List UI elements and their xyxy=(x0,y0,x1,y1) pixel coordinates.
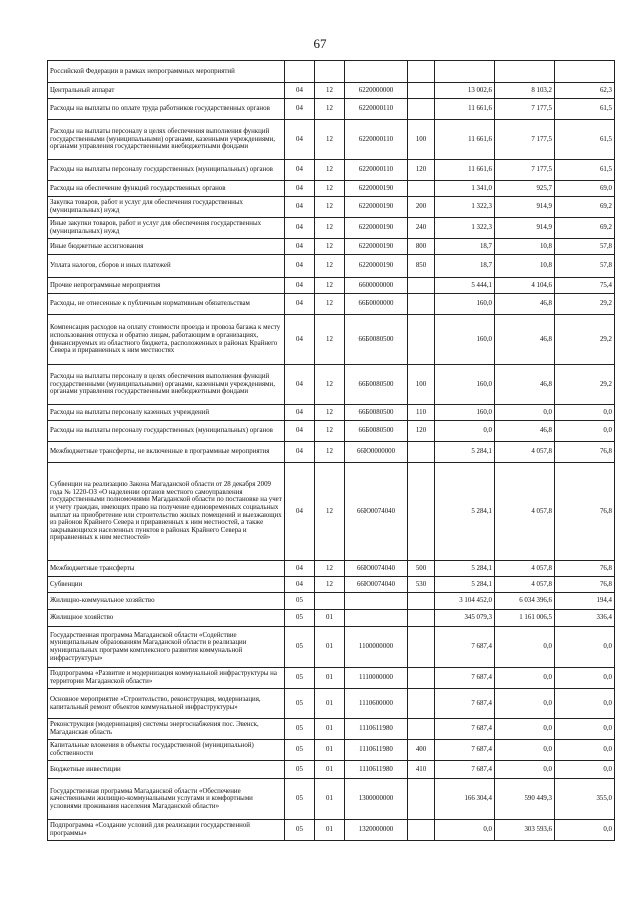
budget-table-body xyxy=(48,61,615,841)
execution-percent-cell xyxy=(555,61,615,83)
expense-name-cell: Жилищное хозяйство xyxy=(48,610,285,627)
section-code-cell xyxy=(285,61,315,83)
section-code-cell: 05 xyxy=(285,820,315,841)
expense-type-cell xyxy=(408,294,435,315)
execution-percent-cell: 69,2 xyxy=(555,197,615,218)
subsection-code-cell: 01 xyxy=(315,820,345,841)
subsection-code-cell: 12 xyxy=(315,255,345,278)
executed-amount-cell: 0,0 xyxy=(495,761,555,779)
target-article-cell: 6220000190 xyxy=(345,255,408,278)
expense-name-cell: Прочие непрограммные мероприятия xyxy=(48,278,285,294)
expense-type-cell xyxy=(408,593,435,610)
executed-amount-cell: 0,0 xyxy=(495,627,555,668)
executed-amount-cell: 4 057,8 xyxy=(495,463,555,561)
executed-amount-cell: 0,0 xyxy=(495,740,555,761)
subsection-code-cell: 12 xyxy=(315,463,345,561)
expense-name-cell: Субвенции xyxy=(48,577,285,593)
execution-percent-cell: 0,0 xyxy=(555,761,615,779)
expense-name-cell: Компенсация расходов на оплату стоимости проезда и провоза багажа к месту использования отпуска и обратно лицам, работающим в организациях, финансируемых из областного бюджета, расположенных в районах Крайнего Севера и приравненных к ним местностях xyxy=(48,315,285,365)
target-article-cell xyxy=(345,61,408,83)
target-article-cell: 66Б0000000 xyxy=(345,294,408,315)
expense-type-cell xyxy=(408,83,435,99)
expense-name-cell: Закупка товаров, работ и услуг для обеспечения государственных (муниципальных) нужд xyxy=(48,197,285,218)
expense-type-cell: 530 xyxy=(408,577,435,593)
table-row xyxy=(48,197,615,218)
target-article-cell: 1110611980 xyxy=(345,761,408,779)
expense-name-cell: Иные закупки товаров, работ и услуг для обеспечения государственных (муниципальных) нужд xyxy=(48,218,285,239)
target-article-cell: 1110600000 xyxy=(345,689,408,719)
executed-amount-cell: 7 177,5 xyxy=(495,160,555,181)
section-code-cell: 04 xyxy=(285,120,315,160)
subsection-code-cell xyxy=(315,61,345,83)
executed-amount-cell: 8 103,2 xyxy=(495,83,555,99)
subsection-code-cell: 01 xyxy=(315,779,345,820)
section-code-cell: 05 xyxy=(285,761,315,779)
expense-name-cell: Государственная программа Магаданской области «Содействие муниципальным образованиям Магаданской области в реализации муниципальных программ комплексного развития коммунальной инфраструктуры» xyxy=(48,627,285,668)
planned-amount-cell: 7 687,4 xyxy=(435,761,495,779)
table-row xyxy=(48,561,615,577)
expense-name-cell: Расходы на выплаты персоналу казенных учреждений xyxy=(48,405,285,421)
execution-percent-cell: 69,0 xyxy=(555,181,615,197)
executed-amount-cell: 303 593,6 xyxy=(495,820,555,841)
section-code-cell: 04 xyxy=(285,218,315,239)
expense-type-cell xyxy=(408,627,435,668)
expense-type-cell xyxy=(408,820,435,841)
table-row xyxy=(48,442,615,463)
table-row xyxy=(48,181,615,197)
expense-name-cell: Иные бюджетные ассигнования xyxy=(48,239,285,255)
table-row xyxy=(48,278,615,294)
execution-percent-cell: 76,8 xyxy=(555,442,615,463)
executed-amount-cell: 46,8 xyxy=(495,421,555,442)
subsection-code-cell: 12 xyxy=(315,405,345,421)
section-code-cell: 04 xyxy=(285,239,315,255)
expense-name-cell: Расходы на выплаты по оплате труда работников государственных органов xyxy=(48,99,285,120)
table-row xyxy=(48,719,615,740)
planned-amount-cell: 11 661,6 xyxy=(435,160,495,181)
expense-type-cell xyxy=(408,689,435,719)
execution-percent-cell: 61,5 xyxy=(555,99,615,120)
expense-type-cell: 800 xyxy=(408,239,435,255)
executed-amount-cell: 7 177,5 xyxy=(495,99,555,120)
subsection-code-cell: 12 xyxy=(315,294,345,315)
expense-type-cell: 240 xyxy=(408,218,435,239)
table-row xyxy=(48,577,615,593)
planned-amount-cell: 5 284,1 xyxy=(435,561,495,577)
target-article-cell: 1100000000 xyxy=(345,627,408,668)
executed-amount-cell: 590 449,3 xyxy=(495,779,555,820)
expense-name-cell: Расходы на выплаты персоналу в целях обеспечения выполнения функций государственными (муниципальными) органами, казенными учреждениями, органами управления государственными внебюджетными фондами xyxy=(48,120,285,160)
expense-name-cell: Подпрограмма «Развитие и модернизация коммунальной инфраструктуры на территории Магаданской области» xyxy=(48,668,285,689)
planned-amount-cell: 160,0 xyxy=(435,405,495,421)
expense-name-cell: Субвенции на реализацию Закона Магаданской области от 28 декабря 2009 года № 1220-ОЗ «О наделении органов местного самоуправления государственными полномочиями Магаданской области по постановке на учет и учету граждан, имеющих право на получение единовременных социальных выплат на приобретение или строительство жилых помещений и выезжающих из районов Крайнего Севера и приравненных к ним местностей, а также закрывающихся населенных пунктов в районах Крайнего Севера и приравненных к ним местностей» xyxy=(48,463,285,561)
section-code-cell: 04 xyxy=(285,577,315,593)
subsection-code-cell: 12 xyxy=(315,577,345,593)
table-row xyxy=(48,61,615,83)
target-article-cell: 66Б0080500 xyxy=(345,421,408,442)
subsection-code-cell: 12 xyxy=(315,83,345,99)
planned-amount-cell: 5 284,1 xyxy=(435,442,495,463)
target-article-cell: 6220000190 xyxy=(345,218,408,239)
execution-percent-cell: 0,0 xyxy=(555,820,615,841)
expense-type-cell xyxy=(408,442,435,463)
table-row xyxy=(48,779,615,820)
section-code-cell: 05 xyxy=(285,740,315,761)
execution-percent-cell: 69,2 xyxy=(555,218,615,239)
table-row xyxy=(48,740,615,761)
executed-amount-cell: 46,8 xyxy=(495,315,555,365)
target-article-cell: 66Ю0074040 xyxy=(345,561,408,577)
subsection-code-cell: 12 xyxy=(315,197,345,218)
table-row xyxy=(48,99,615,120)
table-row xyxy=(48,365,615,405)
table-row xyxy=(48,120,615,160)
planned-amount-cell xyxy=(435,61,495,83)
section-code-cell: 05 xyxy=(285,719,315,740)
planned-amount-cell: 160,0 xyxy=(435,315,495,365)
executed-amount-cell: 0,0 xyxy=(495,668,555,689)
expense-name-cell: Государственная программа Магаданской области «Обеспечение качественными жилищно-коммунальными услугами и комфортными условиями проживания населения Магаданской области» xyxy=(48,779,285,820)
subsection-code-cell: 01 xyxy=(315,761,345,779)
expense-name-cell: Межбюджетные трансферты, не включенные в программные мероприятия xyxy=(48,442,285,463)
subsection-code-cell: 12 xyxy=(315,239,345,255)
planned-amount-cell: 11 661,6 xyxy=(435,99,495,120)
table-row xyxy=(48,761,615,779)
target-article-cell: 1300000000 xyxy=(345,779,408,820)
expense-name-cell: Расходы, не отнесенные к публичным нормативным обязательствам xyxy=(48,294,285,315)
execution-percent-cell: 336,4 xyxy=(555,610,615,627)
expense-type-cell: 110 xyxy=(408,405,435,421)
planned-amount-cell: 13 002,6 xyxy=(435,83,495,99)
section-code-cell: 04 xyxy=(285,99,315,120)
section-code-cell: 04 xyxy=(285,405,315,421)
expense-type-cell: 120 xyxy=(408,421,435,442)
target-article-cell: 6600000000 xyxy=(345,278,408,294)
expense-type-cell: 120 xyxy=(408,160,435,181)
expense-type-cell: 100 xyxy=(408,120,435,160)
executed-amount-cell: 1 161 006,5 xyxy=(495,610,555,627)
execution-percent-cell: 0,0 xyxy=(555,740,615,761)
planned-amount-cell: 11 661,6 xyxy=(435,120,495,160)
table-row xyxy=(48,820,615,841)
expense-name-cell: Расходы на выплаты персоналу в целях обеспечения выполнения функций государственными (муниципальными) органами, казенными учреждениями, органами управления государственными внебюджетными фондами xyxy=(48,365,285,405)
expense-name-cell: Российской Федерации в рамках непрограммных мероприятий xyxy=(48,61,285,83)
target-article-cell: 1320000000 xyxy=(345,820,408,841)
target-article-cell: 6220000110 xyxy=(345,120,408,160)
table-row xyxy=(48,83,615,99)
table-row xyxy=(48,627,615,668)
execution-percent-cell: 0,0 xyxy=(555,405,615,421)
execution-percent-cell: 61,5 xyxy=(555,160,615,181)
subsection-code-cell: 12 xyxy=(315,120,345,160)
section-code-cell: 04 xyxy=(285,83,315,99)
execution-percent-cell: 75,4 xyxy=(555,278,615,294)
expense-type-cell xyxy=(408,99,435,120)
executed-amount-cell: 0,0 xyxy=(495,689,555,719)
section-code-cell: 04 xyxy=(285,421,315,442)
target-article-cell: 66Ю0000000 xyxy=(345,442,408,463)
executed-amount-cell: 46,8 xyxy=(495,365,555,405)
executed-amount-cell: 10,8 xyxy=(495,255,555,278)
executed-amount-cell: 0,0 xyxy=(495,719,555,740)
subsection-code-cell: 12 xyxy=(315,181,345,197)
planned-amount-cell: 7 687,4 xyxy=(435,627,495,668)
executed-amount-cell: 4 104,6 xyxy=(495,278,555,294)
planned-amount-cell: 18,7 xyxy=(435,255,495,278)
subsection-code-cell: 12 xyxy=(315,99,345,120)
subsection-code-cell: 12 xyxy=(315,160,345,181)
target-article-cell: 1110000000 xyxy=(345,668,408,689)
section-code-cell: 04 xyxy=(285,442,315,463)
section-code-cell: 05 xyxy=(285,668,315,689)
target-article-cell: 1110611980 xyxy=(345,719,408,740)
section-code-cell: 05 xyxy=(285,610,315,627)
subsection-code-cell: 12 xyxy=(315,561,345,577)
subsection-code-cell: 12 xyxy=(315,218,345,239)
target-article-cell: 6220000190 xyxy=(345,197,408,218)
target-article-cell: 66Б0080500 xyxy=(345,315,408,365)
expense-name-cell: Уплата налогов, сборов и иных платежей xyxy=(48,255,285,278)
planned-amount-cell: 3 104 452,0 xyxy=(435,593,495,610)
execution-percent-cell: 29,2 xyxy=(555,365,615,405)
table-row xyxy=(48,160,615,181)
target-article-cell: 6220000110 xyxy=(345,99,408,120)
section-code-cell: 04 xyxy=(285,160,315,181)
expense-type-cell xyxy=(408,779,435,820)
planned-amount-cell: 7 687,4 xyxy=(435,740,495,761)
expense-name-cell: Подпрограмма «Создание условий для реализации государственной программы» xyxy=(48,820,285,841)
section-code-cell: 04 xyxy=(285,463,315,561)
subsection-code-cell: 01 xyxy=(315,668,345,689)
expense-name-cell: Капитальные вложения в объекты государственной (муниципальной) собственности xyxy=(48,740,285,761)
planned-amount-cell: 160,0 xyxy=(435,294,495,315)
execution-percent-cell: 355,0 xyxy=(555,779,615,820)
execution-percent-cell: 62,3 xyxy=(555,83,615,99)
executed-amount-cell xyxy=(495,61,555,83)
subsection-code-cell: 12 xyxy=(315,315,345,365)
subsection-code-cell: 12 xyxy=(315,278,345,294)
expense-type-cell: 100 xyxy=(408,365,435,405)
target-article-cell: 6220000110 xyxy=(345,160,408,181)
execution-percent-cell: 29,2 xyxy=(555,294,615,315)
planned-amount-cell: 160,0 xyxy=(435,365,495,405)
planned-amount-cell: 5 284,1 xyxy=(435,577,495,593)
planned-amount-cell: 1 341,0 xyxy=(435,181,495,197)
execution-percent-cell: 57,8 xyxy=(555,239,615,255)
table-row xyxy=(48,593,615,610)
expense-type-cell xyxy=(408,668,435,689)
section-code-cell: 05 xyxy=(285,593,315,610)
expense-name-cell: Реконструкция (модернизация) системы энергоснабжения пос. Эвенск, Магаданская область xyxy=(48,719,285,740)
subsection-code-cell: 01 xyxy=(315,740,345,761)
expense-name-cell: Жилищно-коммунальное хозяйство xyxy=(48,593,285,610)
subsection-code-cell: 01 xyxy=(315,610,345,627)
target-article-cell: 66Ю0074040 xyxy=(345,463,408,561)
subsection-code-cell: 01 xyxy=(315,689,345,719)
planned-amount-cell: 5 284,1 xyxy=(435,463,495,561)
subsection-code-cell xyxy=(315,593,345,610)
table-row xyxy=(48,421,615,442)
target-article-cell xyxy=(345,610,408,627)
execution-percent-cell: 0,0 xyxy=(555,627,615,668)
table-row xyxy=(48,463,615,561)
section-code-cell: 05 xyxy=(285,689,315,719)
expense-type-cell: 410 xyxy=(408,761,435,779)
executed-amount-cell: 914,9 xyxy=(495,218,555,239)
budget-table xyxy=(47,60,615,841)
table-row xyxy=(48,239,615,255)
execution-percent-cell: 194,4 xyxy=(555,593,615,610)
target-article-cell: 66Б0080500 xyxy=(345,405,408,421)
execution-percent-cell: 76,8 xyxy=(555,561,615,577)
table-row xyxy=(48,218,615,239)
planned-amount-cell: 7 687,4 xyxy=(435,668,495,689)
section-code-cell: 04 xyxy=(285,315,315,365)
executed-amount-cell: 4 057,8 xyxy=(495,561,555,577)
execution-percent-cell: 76,8 xyxy=(555,577,615,593)
expense-type-cell: 850 xyxy=(408,255,435,278)
expense-name-cell: Расходы на выплаты персоналу государственных (муниципальных) органов xyxy=(48,421,285,442)
subsection-code-cell: 12 xyxy=(315,421,345,442)
target-article-cell: 66Б0080500 xyxy=(345,365,408,405)
executed-amount-cell: 0,0 xyxy=(495,405,555,421)
planned-amount-cell: 7 687,4 xyxy=(435,719,495,740)
execution-percent-cell: 0,0 xyxy=(555,668,615,689)
expense-type-cell: 500 xyxy=(408,561,435,577)
section-code-cell: 04 xyxy=(285,365,315,405)
execution-percent-cell: 0,0 xyxy=(555,421,615,442)
target-article-cell: 1110611980 xyxy=(345,740,408,761)
section-code-cell: 04 xyxy=(285,561,315,577)
executed-amount-cell: 914,9 xyxy=(495,197,555,218)
execution-percent-cell: 61,5 xyxy=(555,120,615,160)
section-code-cell: 04 xyxy=(285,255,315,278)
planned-amount-cell: 18,7 xyxy=(435,239,495,255)
expense-type-cell xyxy=(408,610,435,627)
executed-amount-cell: 10,8 xyxy=(495,239,555,255)
planned-amount-cell: 1 322,3 xyxy=(435,218,495,239)
table-row xyxy=(48,610,615,627)
section-code-cell: 05 xyxy=(285,627,315,668)
expense-name-cell: Основное мероприятие «Строительство, реконструкция, модернизация, капитальный ремонт объектов коммунальной инфраструктуры» xyxy=(48,689,285,719)
planned-amount-cell: 345 079,3 xyxy=(435,610,495,627)
executed-amount-cell: 4 057,8 xyxy=(495,442,555,463)
executed-amount-cell: 46,8 xyxy=(495,294,555,315)
subsection-code-cell: 12 xyxy=(315,365,345,405)
target-article-cell: 6220000190 xyxy=(345,181,408,197)
planned-amount-cell: 5 444,1 xyxy=(435,278,495,294)
page-number: 67 xyxy=(313,36,327,51)
table-row xyxy=(48,405,615,421)
executed-amount-cell: 4 057,8 xyxy=(495,577,555,593)
target-article-cell: 6220000190 xyxy=(345,239,408,255)
execution-percent-cell: 0,0 xyxy=(555,719,615,740)
executed-amount-cell: 6 034 396,6 xyxy=(495,593,555,610)
section-code-cell: 04 xyxy=(285,278,315,294)
planned-amount-cell: 166 304,4 xyxy=(435,779,495,820)
section-code-cell: 05 xyxy=(285,779,315,820)
table-row xyxy=(48,294,615,315)
expense-name-cell: Расходы на выплаты персоналу государственных (муниципальных) органов xyxy=(48,160,285,181)
target-article-cell xyxy=(345,593,408,610)
target-article-cell: 6220000000 xyxy=(345,83,408,99)
planned-amount-cell: 7 687,4 xyxy=(435,689,495,719)
executed-amount-cell: 925,7 xyxy=(495,181,555,197)
table-row xyxy=(48,668,615,689)
expense-name-cell: Центральный аппарат xyxy=(48,83,285,99)
expense-type-cell xyxy=(408,463,435,561)
expense-type-cell xyxy=(408,181,435,197)
subsection-code-cell: 01 xyxy=(315,627,345,668)
planned-amount-cell: 1 322,3 xyxy=(435,197,495,218)
expense-type-cell: 200 xyxy=(408,197,435,218)
table-row xyxy=(48,255,615,278)
execution-percent-cell: 0,0 xyxy=(555,689,615,719)
subsection-code-cell: 01 xyxy=(315,719,345,740)
expense-name-cell: Расходы на обеспечение функций государственных органов xyxy=(48,181,285,197)
section-code-cell: 04 xyxy=(285,197,315,218)
planned-amount-cell: 0,0 xyxy=(435,820,495,841)
execution-percent-cell: 76,8 xyxy=(555,463,615,561)
executed-amount-cell: 7 177,5 xyxy=(495,120,555,160)
expense-type-cell: 400 xyxy=(408,740,435,761)
subsection-code-cell: 12 xyxy=(315,442,345,463)
expense-type-cell xyxy=(408,61,435,83)
expense-type-cell xyxy=(408,315,435,365)
execution-percent-cell: 57,8 xyxy=(555,255,615,278)
planned-amount-cell: 0,0 xyxy=(435,421,495,442)
table-row xyxy=(48,689,615,719)
expense-name-cell: Бюджетные инвестиции xyxy=(48,761,285,779)
target-article-cell: 66Ю0074040 xyxy=(345,577,408,593)
execution-percent-cell: 29,2 xyxy=(555,315,615,365)
table-row xyxy=(48,315,615,365)
expense-name-cell: Межбюджетные трансферты xyxy=(48,561,285,577)
section-code-cell: 04 xyxy=(285,294,315,315)
section-code-cell: 04 xyxy=(285,181,315,197)
expense-type-cell xyxy=(408,719,435,740)
expense-type-cell xyxy=(408,278,435,294)
